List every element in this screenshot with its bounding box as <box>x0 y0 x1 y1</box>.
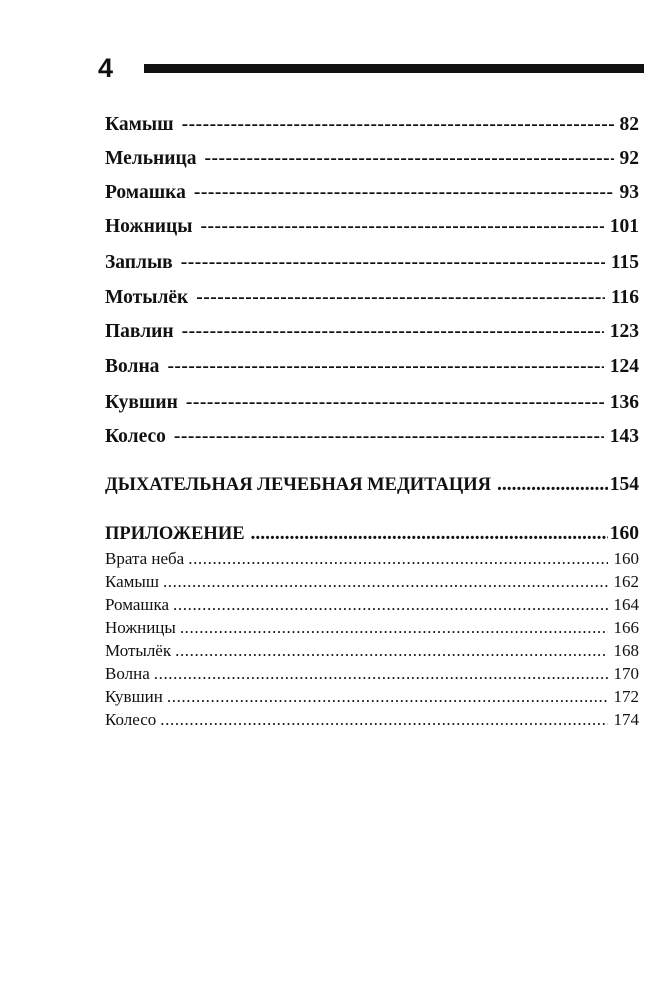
entry-title: Ромашка <box>105 595 170 614</box>
toc-entry[interactable] <box>105 250 639 276</box>
dot-leader <box>167 686 608 708</box>
entry-page: 136 <box>609 392 639 413</box>
entry-page: 160 <box>609 523 639 544</box>
toc-entry[interactable] <box>105 319 639 345</box>
dash-leader <box>182 112 614 138</box>
entry-page: 160 <box>613 549 639 568</box>
toc-entry[interactable] <box>105 214 639 240</box>
dot-leader <box>188 548 607 570</box>
toc-appendix-entry[interactable] <box>105 617 639 639</box>
entry-page: 174 <box>613 710 639 729</box>
toc-entry[interactable] <box>105 390 639 416</box>
dash-leader <box>186 390 604 416</box>
dot-leader <box>497 472 608 498</box>
entry-title: Ножницы <box>105 618 176 637</box>
entry-page: 166 <box>613 618 639 637</box>
toc-entry[interactable] <box>105 285 639 311</box>
entry-page: 116 <box>610 287 639 308</box>
toc-entry[interactable] <box>105 112 639 138</box>
dot-leader <box>251 521 608 547</box>
dot-leader <box>175 640 607 662</box>
section-title: ПРИЛОЖЕНИЕ <box>105 524 245 544</box>
entry-page: 101 <box>609 216 639 237</box>
entry-title: Мотылёк <box>105 287 189 308</box>
entry-title: Волна <box>105 356 160 377</box>
entry-title: Мотылёк <box>105 641 172 660</box>
page-header <box>98 50 644 86</box>
dot-leader <box>154 663 608 685</box>
dash-leader <box>167 354 603 380</box>
dash-leader <box>174 424 604 450</box>
entry-page: 164 <box>613 595 639 614</box>
entry-page: 82 <box>619 114 639 135</box>
section-title: ДЫХАТЕЛЬНАЯ ЛЕЧЕБНАЯ МЕДИТАЦИЯ <box>105 475 492 495</box>
toc-section-meditation[interactable] <box>105 472 639 498</box>
toc-entry[interactable] <box>105 146 639 172</box>
dot-leader <box>180 617 608 639</box>
toc-appendix-entry[interactable] <box>105 709 639 731</box>
entry-page: 168 <box>613 641 639 660</box>
entry-title: Камыш <box>105 114 174 135</box>
entry-page: 162 <box>613 572 639 591</box>
entry-page: 170 <box>613 664 639 683</box>
entry-page: 143 <box>609 426 639 447</box>
entry-title: Кувшин <box>105 687 163 706</box>
dash-leader <box>196 285 605 311</box>
toc-section-appendix[interactable] <box>105 521 639 547</box>
entry-page: 92 <box>619 148 639 169</box>
toc-entry[interactable] <box>105 180 639 206</box>
entry-title: Камыш <box>105 572 159 591</box>
entry-page: 124 <box>609 356 639 377</box>
entry-page: 123 <box>609 321 639 342</box>
entry-title: Кувшин <box>105 392 178 413</box>
page-number: 4 <box>98 53 114 83</box>
entry-page: 93 <box>619 182 639 203</box>
entry-title: Врата неба <box>105 549 185 568</box>
entry-title: Колесо <box>105 710 157 729</box>
dot-leader <box>163 571 608 593</box>
entry-title: Волна <box>105 664 150 683</box>
entry-title: Ножницы <box>105 216 193 237</box>
dot-leader <box>173 594 607 616</box>
dash-leader <box>205 146 614 172</box>
toc-appendix-entry[interactable] <box>105 548 639 570</box>
entry-page: 115 <box>610 252 639 273</box>
dash-leader <box>201 214 604 240</box>
dot-leader <box>160 709 607 731</box>
entry-title: Ромашка <box>105 182 186 203</box>
entry-title: Павлин <box>105 321 174 342</box>
entry-title: Колесо <box>105 426 166 447</box>
toc-appendix-entry[interactable] <box>105 594 639 616</box>
toc-appendix-entry[interactable] <box>105 571 639 593</box>
toc-entry[interactable] <box>105 424 639 450</box>
toc-appendix-entry[interactable] <box>105 640 639 662</box>
entry-title: Заплыв <box>105 252 173 273</box>
toc-entry[interactable] <box>105 354 639 380</box>
entry-page: 154 <box>609 474 639 495</box>
toc-appendix-entry[interactable] <box>105 686 639 708</box>
entry-page: 172 <box>613 687 639 706</box>
header-rule <box>144 64 644 73</box>
dash-leader <box>181 250 605 276</box>
entry-title: Мельница <box>105 148 197 169</box>
dash-leader <box>194 180 614 206</box>
dash-leader <box>182 319 604 345</box>
toc-appendix-entry[interactable] <box>105 663 639 685</box>
